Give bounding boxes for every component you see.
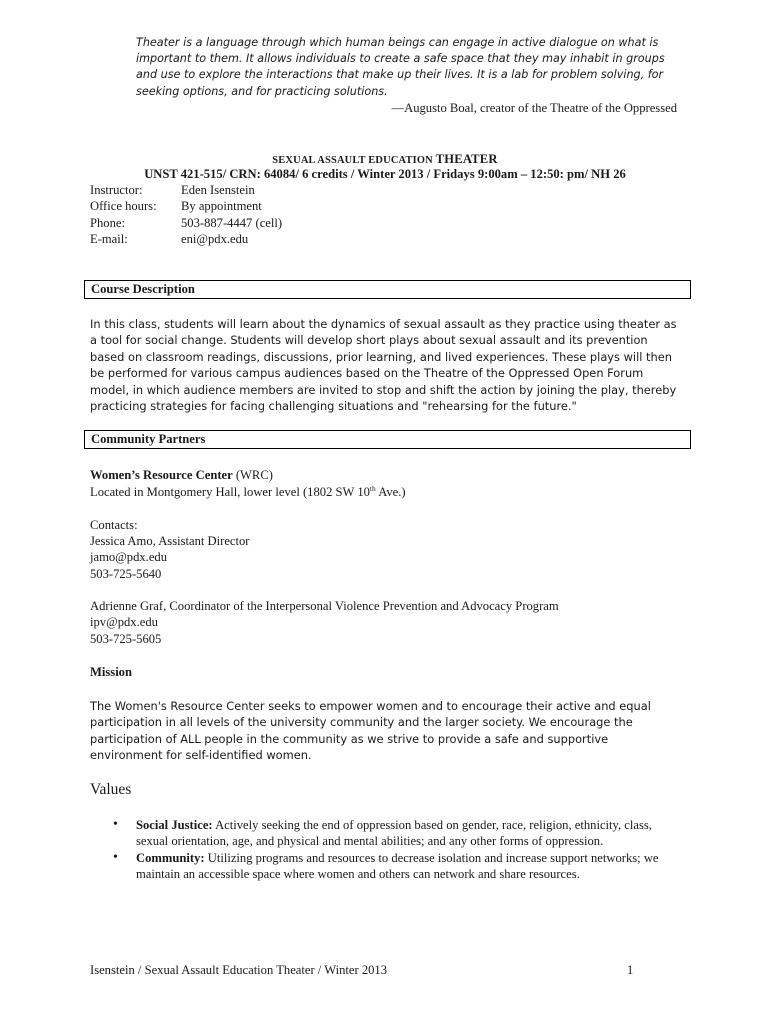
course-title-big: THEATER	[435, 152, 498, 166]
course-title-small: SEXUAL ASSAULT EDUCATION	[272, 155, 436, 166]
bullet-icon: •	[113, 849, 118, 865]
info-label: Instructor:	[90, 183, 143, 197]
location-superscript: th	[369, 483, 376, 493]
mission-body: The Women's Resource Center seeks to empower women and to encourage their active and equal participation in all levels of the university community and the larger society. We encourage the participation of ALL people in the community as we strive to provide a safe and supportive environment for self-identified women.	[90, 699, 651, 763]
instructor-info	[90, 182, 282, 248]
course-details: UNST 421-515/ CRN: 64084/ 6 credits / Winter 2013 / Fridays 9:00am – 12:50: pm/ NH 26	[144, 167, 626, 181]
bullet-icon: •	[113, 817, 118, 832]
info-label: Office hours:	[90, 199, 157, 214]
mission-heading: Mission	[90, 665, 132, 679]
course-description-body: In this class, students will learn about the dynamics of sexual assault as they practice using theater as a tool for social change. Students will develop short plays about sexual assault and its prevention based on classroom readings, discussions, prior learning, and lived experiences. These plays will then be performed for various campus audiences based on the Theatre of the Oppressed Open Forum model, in which audience members are invited to stop and shift the action by joining the play, thereby practicing strategies for facing challenging situations and "rehearsing for the future."	[90, 317, 677, 414]
info-row	[90, 182, 282, 198]
info-row	[90, 215, 282, 231]
value-term: Community:	[136, 850, 205, 865]
contact-phone: 503-725-5605	[90, 632, 162, 646]
contacts-label: Contacts:	[90, 518, 138, 532]
list-item	[106, 850, 686, 883]
page-number: 1	[627, 963, 634, 977]
location-text-end: Ave.)	[375, 485, 406, 499]
org-abbrev: (WRC)	[232, 468, 273, 482]
values-list	[106, 817, 686, 883]
contact-email: ipv@pdx.edu	[90, 615, 158, 629]
value-term: Social Justice:	[136, 818, 213, 832]
epigraph-attribution: —Augusto Boal, creator of the Theatre of the Oppressed	[391, 101, 677, 115]
info-label: E-mail:	[90, 232, 128, 247]
org-location	[90, 484, 682, 500]
epigraph-quote: Theater is a language through which human beings can engage in active dialogue on what is important to them. It allows individuals to create a safe space that they may inhabit in groups and use to explore the interactions that make up their lives. It is a lab for problem solving, for seeking options, and for practicing solutions.	[136, 36, 665, 98]
list-item	[106, 817, 686, 850]
community-partners-heading: Community Partners	[84, 430, 691, 449]
info-row	[90, 231, 282, 247]
info-value: Eden Isenstein	[181, 183, 255, 197]
org-name: Women’s Resource Center	[90, 468, 233, 482]
value-text: Actively seeking the end of oppression based on gender, race, religion, ethnicity, class, sexual orientation, age, and physical and mental abilities; and any other forms of oppression.	[136, 818, 652, 849]
contact-phone: 503-725-5640	[90, 567, 162, 581]
values-heading: Values	[90, 781, 132, 798]
contact-name: Adrienne Graf, Coordinator of the Interpersonal Violence Prevention and Advocacy Program	[90, 599, 559, 613]
course-description-heading: Course Description	[84, 280, 691, 299]
info-value: 503-887-4447 (cell)	[181, 215, 283, 230]
info-label: Phone:	[90, 215, 125, 230]
location-text: Located in Montgomery Hall, lower level (1802 SW 10	[90, 485, 370, 499]
value-text: Utilizing programs and resources to decrease isolation and increase support networks; we maintain an accessible space where women and others can network and share resources.	[136, 850, 659, 882]
info-value: eni@pdx.edu	[181, 232, 249, 247]
contact-email: jamo@pdx.edu	[90, 550, 168, 564]
page-footer: Isenstein / Sexual Assault Education Theater / Winter 2013	[90, 963, 388, 977]
info-row	[90, 198, 282, 214]
org-line	[90, 467, 682, 483]
contact-name: Jessica Amo, Assistant Director	[90, 534, 250, 548]
info-value: By appointment	[181, 199, 262, 214]
